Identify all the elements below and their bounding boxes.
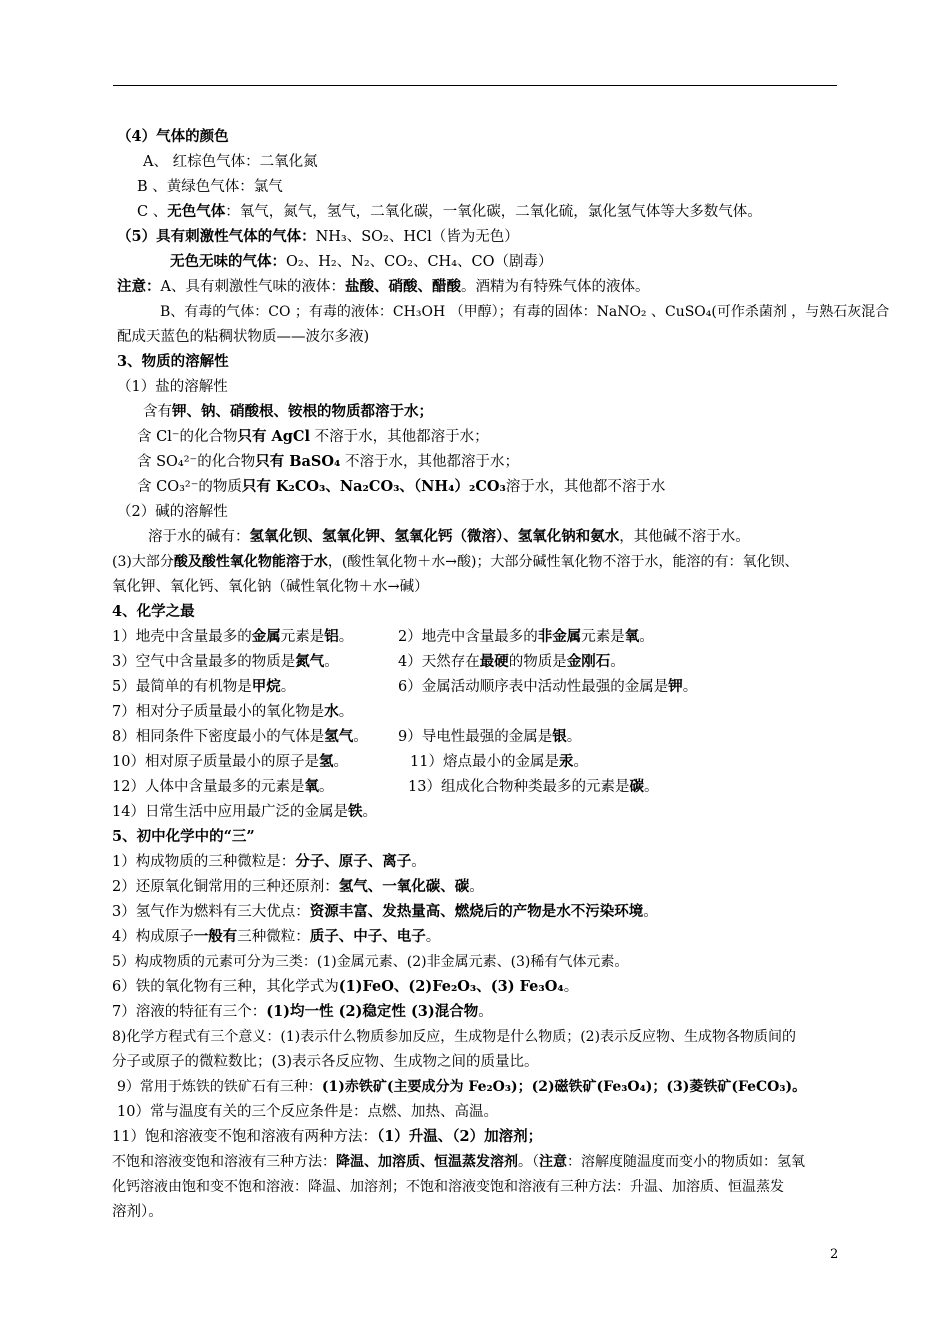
three-11-pre: 11）饱和溶液变不饱和溶液有两种方法： (112, 1129, 377, 1145)
item-pre: 2）地壳中含量最多的 (398, 629, 538, 645)
note-label: 注意： (117, 278, 161, 295)
odorless-gas-list: O₂、H₂、N₂、CO₂、CH₄、CO（剧毒） (286, 254, 553, 270)
header-rule (113, 85, 837, 86)
three-3-pre: 3）氢气作为燃料有三大优点： (112, 904, 310, 920)
pungent-gas-title: （5）具有刺激性气体的气体： (117, 228, 316, 245)
three-12-bold: 降温、加溶质、恒温蒸发溶剂 (336, 1154, 518, 1170)
gas-color-a-prefix: A、 红棕色气体： (143, 154, 260, 170)
item-tail: 。 (682, 679, 698, 695)
item-tail: 。 (338, 629, 354, 645)
chem-most-item-12 (112, 777, 333, 797)
three-4-mid: 三种微粒： (237, 929, 310, 945)
chem-most-item-2 (398, 627, 654, 647)
chem-most-item-5 (112, 677, 295, 697)
gas-color-c-value: ：氧气，氮气，氢气，二氧化碳，一氧化碳，二氧化硫，氯化氢气体等大多数气体。 (225, 204, 762, 220)
three-12-pre: 不饱和溶液变饱和溶液有三种方法： (112, 1154, 336, 1170)
three-line-9 (117, 1077, 806, 1097)
three-line-8a: 8)化学方程式有三个意义：(1)表示什么物质参加反应，生成物是什么物质；(2)表示反应物、生成物各物质间的 (112, 1029, 797, 1045)
item-tail: 。 (362, 804, 377, 820)
item-tail: 。 (353, 729, 368, 745)
salt-3-tail: 不溶于水，其他都溶于水； (340, 454, 519, 470)
three-line-2 (112, 877, 484, 897)
chem-most-item-1 (112, 627, 353, 647)
base-pre: 溶于水的碱有： (148, 529, 250, 545)
chem-most-item-11 (410, 752, 588, 772)
item-pre: 6）金属活动顺序表中活动性最强的金属是 (398, 679, 669, 695)
salt-solubility-title: （1）盐的溶解性 (117, 379, 228, 395)
item-pre: 1）地壳中含量最多的 (112, 629, 252, 645)
three-7-bold: (1)均一性 (2)稳定性 (3)混合物 (266, 1003, 479, 1020)
gas-color-b (137, 177, 283, 197)
odorless-gas-label: 无色无味的气体： (170, 253, 286, 270)
salt-2-tail: 不溶于水，其他都溶于水； (310, 429, 489, 445)
salt-3-pre: 含 SO₄²⁻的化合物 (137, 454, 256, 470)
three-2-bold: 氢气、一氧化碳、碳 (338, 878, 470, 895)
item-bold: 铁 (347, 803, 363, 820)
three-line-6 (112, 977, 578, 997)
salt-1-pre: 含有 (143, 404, 172, 420)
gas-color-c-prefix: C 、 (137, 204, 168, 220)
salt-1-bold: 钾、钠、硝酸根、铵根的物质都溶于水； (172, 403, 433, 420)
item-bold: 钾 (668, 678, 683, 695)
note-a-tail: 。酒精为有特殊气体的液体。 (460, 279, 650, 295)
item-mid: 元素是 (280, 629, 325, 645)
note-a-text: A、具有刺激性气味的液体： (160, 279, 345, 295)
gas-color-b-prefix: B 、黄绿色气体： (137, 179, 254, 195)
three-line-3 (112, 902, 658, 922)
three-line-12c: 溶剂）。 (112, 1204, 163, 1220)
pungent-gas-list: NH₃、SO₂、HCl（皆为无色） (315, 229, 519, 245)
chem-most-item-4 (398, 652, 625, 672)
three-line-4 (112, 927, 440, 947)
item-mid: 的物质是 (508, 654, 567, 670)
three-line-10: 10）常与温度有关的三个反应条件是：点燃、加热、高温。 (117, 1104, 498, 1120)
item-pre: 10）相对原子质量最小的原子是 (112, 754, 319, 770)
item-bold: 甲烷 (251, 678, 281, 695)
note-a-line (117, 277, 649, 297)
item-pre: 13）组成化合物种类最多的元素是 (408, 779, 630, 795)
three-12-tail: ：溶解度随温度而变小的物质如：氢氧 (567, 1154, 805, 1170)
item-bold: 碳 (629, 778, 644, 795)
three-1-pre: 1）构成物质的三种微粒是： (112, 854, 296, 870)
note-b-line1: B、有毒的气体：CO ；有毒的液体：CH₃OH （甲醇）；有毒的固体：NaNO₂ 、CuSO₄(可作杀菌剂 ，与熟石灰混合 (160, 304, 890, 320)
salt-4-pre: 含 CO₃²⁻的物质 (137, 479, 242, 495)
acid-pre: (3)大部分 (112, 554, 174, 570)
item-bold: 氢气 (324, 728, 354, 745)
item-bold: 汞 (558, 753, 574, 770)
three-4-bold-2: 质子、中子、电子 (309, 928, 426, 945)
three-6-pre: 6）铁的氧化物有三种，其化学式为 (112, 979, 339, 995)
item-pre: 4）天然存在 (398, 654, 480, 670)
salt-line-3 (137, 452, 519, 472)
chem-most-item-3 (112, 652, 339, 672)
item-tail: 。 (338, 704, 354, 720)
base-line (148, 527, 750, 547)
three-line-7 (112, 1002, 493, 1022)
chem-most-item-8 (112, 727, 368, 747)
item-tail: 。 (610, 654, 625, 670)
acid-tail: ，(酸性氧化物＋水→酸)；大部分碱性氧化物不溶于水，能溶的有：氧化钡、 (327, 554, 799, 570)
three-line-5: 5）构成物质的元素可分为三类：(1)金属元素、(2)非金属元素、(3)稀有气体元素。 (112, 954, 629, 970)
item-bold: 氢 (318, 753, 334, 770)
item-mid: 元素是 (581, 629, 625, 645)
item-tail: 。 (639, 629, 654, 645)
item-pre: 3）空气中含量最多的物质是 (112, 654, 296, 670)
three-9-pre: 9）常用于炼铁的铁矿石有三种： (117, 1079, 322, 1095)
page-number: 2 (830, 1247, 839, 1262)
item-bold: 银 (552, 728, 567, 745)
salt-line-4 (137, 477, 665, 497)
chem-most-item-7 (112, 702, 353, 722)
three-line-8b: 分子或原子的微粒数比；(3)表示各反应物、生成物之间的质量比。 (112, 1054, 539, 1070)
base-tail: ，其他碱不溶于水。 (619, 529, 750, 545)
three-4-tail: 。 (425, 929, 441, 945)
item-bold: 氮气 (295, 653, 325, 670)
salt-2-pre: 含 Cl⁻的化合物 (137, 429, 238, 445)
acid-bold: 酸及酸性氧化物能溶于水 (173, 554, 328, 570)
chem-most-item-6 (398, 677, 697, 697)
item-bold-2: 金刚石 (566, 653, 611, 670)
item-bold: 水 (324, 703, 339, 720)
salt-4-tail: 溶于水，其他都不溶于水 (505, 479, 666, 495)
item-pre: 9）导电性最强的金属是 (398, 729, 553, 745)
three-3-bold: 资源丰富、发热量高、燃烧后的产物是水不污染环境 (309, 903, 644, 920)
item-tail: 。 (280, 679, 296, 695)
three-6-bold: (1)FeO、(2)Fe₂O₃、(3) Fe₃O₄ (338, 978, 564, 995)
three-3-tail: 。 (643, 904, 658, 920)
acid-line-1 (112, 552, 799, 572)
three-line-11 (112, 1127, 542, 1147)
three-2-tail: 。 (469, 879, 484, 895)
item-bold: 非金属 (537, 628, 582, 645)
gas-color-a (143, 152, 318, 172)
three-1-tail: 。 (411, 854, 426, 870)
three-4-bold-1: 一般有 (193, 928, 238, 945)
item-pre: 12）人体中含量最多的元素是 (112, 779, 305, 795)
gas-color-c (137, 202, 762, 222)
section-solubility-title: 3、物质的溶解性 (117, 353, 229, 370)
three-2-pre: 2）还原氧化铜常用的三种还原剂： (112, 879, 339, 895)
three-12-mid: 。（ (518, 1154, 539, 1170)
item-tail: 。 (333, 754, 348, 770)
three-11-bold: （1）升温、（2）加溶剂； (376, 1128, 543, 1145)
three-7-pre: 7）溶液的特征有三个： (112, 1004, 267, 1020)
item-pre: 11）熔点最小的金属是 (410, 754, 559, 770)
three-1-bold: 分子、原子、离子 (295, 853, 412, 870)
salt-line-1 (143, 402, 433, 422)
item-tail: 。 (566, 729, 582, 745)
acid-line-2: 氧化钾、氧化钙、氧化钠（碱性氧化物＋水→碱） (112, 579, 429, 595)
item-pre: 5）最简单的有机物是 (112, 679, 252, 695)
gas-color-b-value: 氯气 (253, 179, 283, 195)
item-pre: 14）日常生活中应用最广泛的金属是 (112, 804, 348, 820)
salt-2-bold: 只有 AgCl (237, 428, 310, 445)
three-7-tail: 。 (478, 1004, 493, 1020)
three-12-note: 注意 (539, 1154, 567, 1170)
chem-most-item-9 (398, 727, 581, 747)
note-a-bold: 盐酸、硝酸、醋酸 (344, 278, 461, 295)
gas-color-c-label: 无色气体 (167, 203, 226, 220)
three-9-bold: (1)赤铁矿(主要成分为 Fe₂O₃)；(2)磁铁矿(Fe₃O₄)；(3)菱铁矿(FeCO₃)。 (321, 1079, 807, 1095)
three-4-pre: 4）构成原子 (112, 929, 194, 945)
item-bold-2: 氧 (624, 628, 640, 645)
note-b-line2: 配成天蓝色的粘稠状物质——波尔多液) (117, 329, 370, 345)
item-tail: 。 (573, 754, 588, 770)
item-tail: 。 (318, 779, 334, 795)
base-solubility-title: （2）碱的溶解性 (117, 504, 228, 520)
section-gas-color-title: （4）气体的颜色 (117, 128, 229, 145)
section-chem-most-title: 4、化学之最 (112, 603, 195, 620)
salt-3-bold: 只有 BaSO₄ (255, 453, 341, 470)
item-pre: 7）相对分子质量最小的氧化物是 (112, 704, 325, 720)
three-6-tail: 。 (563, 979, 579, 995)
odorless-gas-line (170, 252, 553, 272)
base-bold: 氢氧化钡、氢氧化钾、氢氧化钙（微溶）、氢氧化钠和氨水 (249, 528, 620, 545)
pungent-gas-line (117, 227, 519, 247)
chem-most-item-10 (112, 752, 348, 772)
three-line-12b: 化钙溶液由饱和变不饱和溶液：降温、加溶剂；不饱和溶液变饱和溶液有三种方法：升温、加溶质、恒温蒸发 (112, 1179, 784, 1195)
three-line-12a (112, 1152, 805, 1172)
salt-line-2 (137, 427, 489, 447)
item-bold: 金属 (251, 628, 281, 645)
chem-most-item-13 (408, 777, 658, 797)
gas-color-a-value: 二氧化氮 (259, 154, 318, 170)
item-bold: 氧 (304, 778, 319, 795)
three-line-1 (112, 852, 426, 872)
section-three-title: 5、初中化学中的“三” (112, 828, 255, 845)
item-tail: 。 (643, 779, 659, 795)
item-bold: 最硬 (479, 653, 509, 670)
salt-4-bold: 只有 K₂CO₃、Na₂CO₃、（NH₄）₂CO₃ (241, 478, 506, 495)
chem-most-item-14 (112, 802, 377, 822)
item-bold-2: 铝 (324, 628, 339, 645)
item-tail: 。 (324, 654, 339, 670)
item-pre: 8）相同条件下密度最小的气体是 (112, 729, 325, 745)
